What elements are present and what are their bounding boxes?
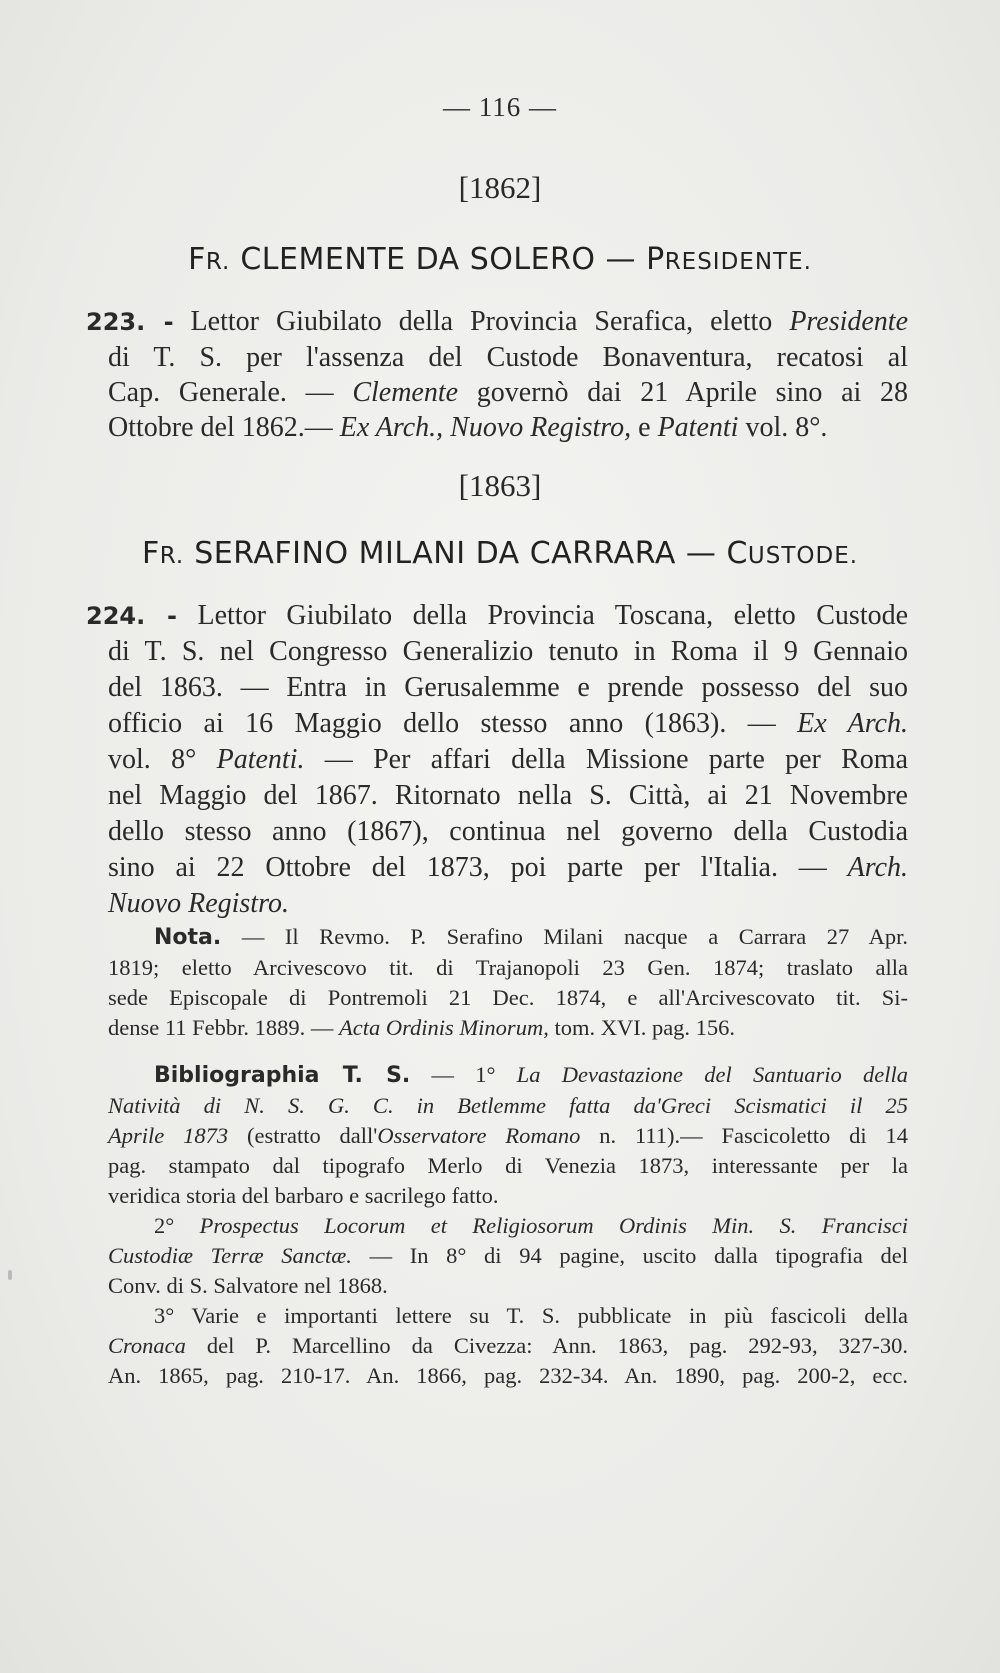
- heading-prefix: FR.: [188, 242, 231, 277]
- entry-line: 223. - Lettor Giubilato della Provincia Serafica, eletto Presidente: [86, 306, 909, 337]
- section-heading-clemente: [0, 242, 1000, 277]
- entry-line: di T. S. per l'assenza del Custode Bonaventura, recatosi al: [108, 342, 908, 373]
- entry-line: vol. 8° Patenti. — Per affari della Missione parte per Roma: [108, 744, 909, 775]
- biblio-line: Natività di N. S. G. C. in Betlemme fatta da'Greci Scismatici il 25: [108, 1093, 908, 1118]
- entry-224: [86, 598, 909, 922]
- biblio-line: Cronaca del P. Marcellino da Civezza: Ann. 1863, pag. 292-93, 327-30.: [108, 1333, 908, 1358]
- year-heading-1863: [1863]: [458, 468, 542, 503]
- nota-line: 1819; eletto Arcivescovo tit. di Trajanopoli 23 Gen. 1874; traslato alla: [108, 955, 908, 980]
- heading-dash: —: [605, 242, 637, 277]
- entry-line: Nuovo Registro.: [108, 888, 289, 919]
- bibliography-block: [108, 1060, 908, 1391]
- biblio-line: An. 1865, pag. 210-17. An. 1866, pag. 232-34. An. 1890, pag. 200-2, ecc.: [108, 1363, 908, 1388]
- heading-title: PRESIDENTE.: [646, 242, 812, 277]
- entry-line: Ottobre del 1862.— Ex Arch., Nuovo Registro, e Patenti vol. 8°.: [108, 412, 828, 443]
- page-number: — 116 —: [443, 92, 557, 122]
- heading-dash: —: [685, 536, 717, 571]
- nota-line: Nota. — Il Revmo. P. Serafino Milani nacque a Carrara 27 Apr.: [154, 924, 908, 950]
- heading-prefix: FR.: [141, 536, 185, 571]
- entry-line: officio ai 16 Maggio dello stesso anno (1863). — Ex Arch.: [108, 708, 908, 739]
- margin-speck: [8, 1270, 12, 1280]
- section-heading-serafino: [0, 536, 1000, 571]
- entry-line: sino ai 22 Ottobre del 1873, poi parte per l'Italia. — Arch.: [108, 852, 908, 883]
- entry-line: del 1863. — Entra in Gerusalemme e prende possesso del suo: [108, 672, 908, 703]
- entry-line: 224. - Lettor Giubilato della Provincia Toscana, eletto Custode: [86, 600, 909, 631]
- biblio-line: 3° Varie e importanti lettere su T. S. pubblicate in più fascicoli della: [154, 1303, 908, 1328]
- heading-name: CLEMENTE DA SOLERO: [240, 242, 596, 277]
- biblio-line: veridica storia del barbaro e sacrilego fatto.: [108, 1183, 499, 1208]
- entry-line: Cap. Generale. — Clemente governò dai 21 Aprile sino ai 28: [108, 377, 909, 408]
- biblio-line: Bibliographia T. S. — 1° La Devastazione del Santuario della: [154, 1062, 908, 1088]
- biblio-line: Aprile 1873 (estratto dall'Osservatore Romano n. 111).— Fascicoletto di 14: [108, 1123, 908, 1148]
- nota-line: dense 11 Febbr. 1889. — Acta Ordinis Minorum, tom. XVI. pag. 156.: [108, 1015, 736, 1040]
- biblio-line: pag. stampato dal tipografo Merlo di Venezia 1873, interessante per la: [108, 1153, 908, 1178]
- nota-block: [108, 922, 908, 1043]
- heading-name: SERAFINO MILANI DA CARRARA: [194, 536, 676, 571]
- nota-line: sede Episcopale di Pontremoli 21 Dec. 1874, e all'Arcivescovato tit. Si-: [108, 985, 908, 1010]
- entry-line: di T. S. nel Congresso Generalizio tenuto in Roma il 9 Gennaio: [108, 636, 908, 667]
- entry-number: 224. -: [86, 602, 178, 630]
- biblio-label: Bibliographia T. S.: [154, 1063, 411, 1088]
- entry-line: nel Maggio del 1867. Ritornato nella S. Città, ai 21 Novembre: [108, 780, 908, 811]
- nota-label: Nota.: [154, 925, 222, 950]
- entry-223: [86, 304, 909, 445]
- year-heading-1862: [1862]: [458, 170, 542, 205]
- biblio-line: Conv. di S. Salvatore nel 1868.: [108, 1273, 388, 1298]
- heading-title: CUSTODE.: [726, 536, 859, 571]
- entry-line: dello stesso anno (1867), continua nel governo della Custodia: [108, 816, 908, 847]
- biblio-line: Custodiæ Terræ Sanctæ. — In 8° di 94 pagine, uscito dalla tipografia del: [108, 1243, 908, 1268]
- entry-number: 223. -: [86, 308, 174, 336]
- biblio-line: 2° Prospectus Locorum et Religiosorum Ordinis Min. S. Francisci: [154, 1213, 909, 1238]
